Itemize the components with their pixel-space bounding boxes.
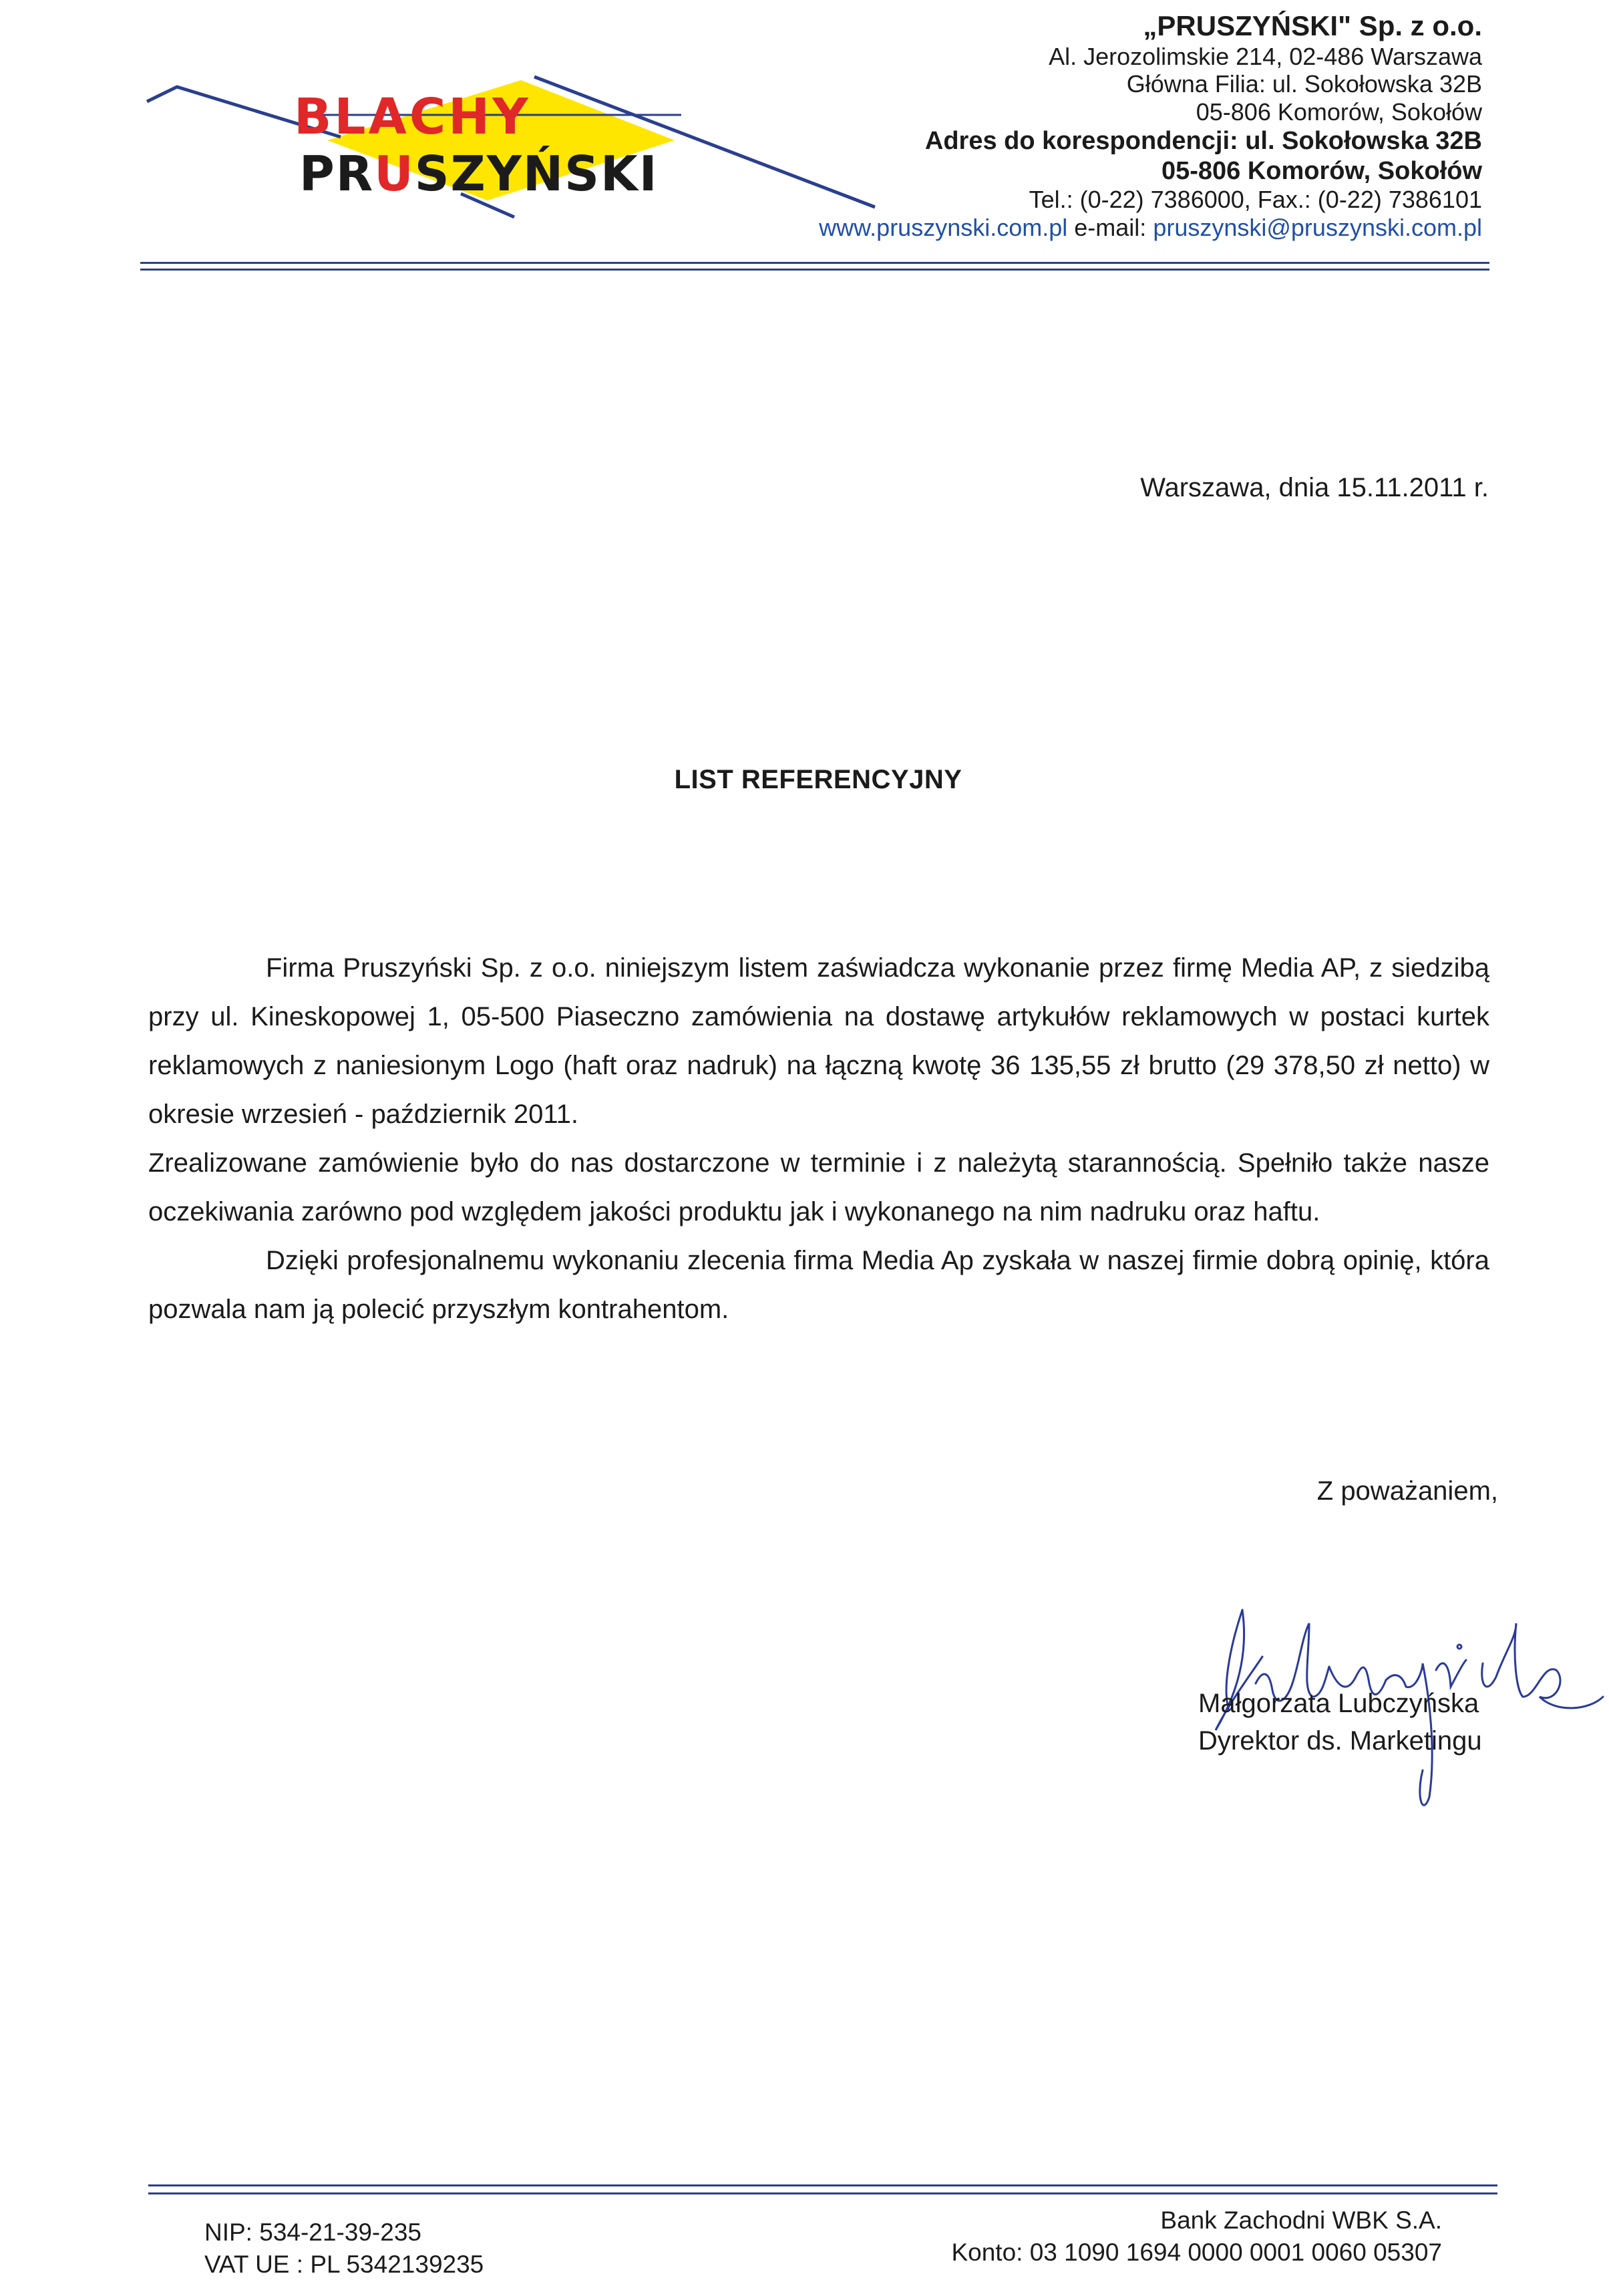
footer-rule-bottom bbox=[148, 2192, 1497, 2194]
paragraph-3: Dzięki profesjonalnemu wykonaniu zlecenia firma Media Ap zyskała w naszej firmie dobrą opinię, która pozwala nam ją polecić przyszłym kontrahentom. bbox=[148, 1246, 1489, 1324]
correspondence-line-2: 05-806 Komorów, Sokołów bbox=[1161, 156, 1482, 185]
vat-number: VAT UE : PL 5342139235 bbox=[204, 2251, 484, 2278]
website-link[interactable]: www.pruszynski.com.pl bbox=[819, 214, 1068, 242]
footer-tax-info bbox=[204, 2217, 484, 2281]
phone-fax: Tel.: (0-22) 7386000, Fax.: (0-22) 7386101 bbox=[1029, 186, 1482, 214]
address-line-1: Al. Jerozolimskie 214, 02-486 Warszawa bbox=[1049, 42, 1482, 70]
email-link[interactable]: pruszynski@pruszynski.com.pl bbox=[1153, 214, 1482, 242]
signer-name: Małgorzata Lubczyńska bbox=[1198, 1689, 1479, 1718]
logo-text-blachy: BLACHY bbox=[294, 88, 531, 146]
svg-text:PRUSZYŃSKI bbox=[299, 146, 659, 202]
footer-rule-top bbox=[148, 2184, 1497, 2186]
letter-date: Warszawa, dnia 15.11.2011 r. bbox=[1140, 473, 1489, 502]
web-contact-line bbox=[681, 214, 1482, 242]
address-line-2: Główna Filia: ul. Sokołowska 32B bbox=[1126, 70, 1482, 98]
letterhead-contact bbox=[681, 9, 1482, 242]
signer-role: Dyrektor ds. Marketingu bbox=[1198, 1726, 1482, 1756]
paragraph-2: Zrealizowane zamówienie było do nas dostarczone w terminie i z należytą starannością. Spełniło także nasze oczekiwania zarówno pod względem jakości produktu jak i wykonanego na nim nadruku oraz haftu. bbox=[148, 1148, 1489, 1226]
signer-block bbox=[1198, 1685, 1482, 1760]
nip-number: NIP: 534-21-39-235 bbox=[204, 2219, 421, 2246]
logo-text-pr: PR bbox=[299, 146, 375, 202]
header-rule-bottom bbox=[140, 269, 1489, 271]
email-label: e-mail: bbox=[1074, 214, 1147, 242]
address-line-3: 05-806 Komorów, Sokołów bbox=[1196, 98, 1482, 126]
paragraph-1: Firma Pruszyński Sp. z o.o. niniejszym listem zaświadcza wykonanie przez firmę Media AP, z siedzibą przy ul. Kineskopowej 1, 05-500 Piaseczno zamówienia na dostawę artykułów reklamowych w postaci kurtek reklamowych z naniesionym Logo (haft oraz nadruk) na łączną kwotę 36 135,55 zł brutto (29 378,50 zł netto) w okresie wrzesień - październik 2011. bbox=[148, 953, 1489, 1129]
correspondence-line-1: Adres do korespondencji: ul. Sokołowska 32B bbox=[924, 126, 1482, 155]
letter-body bbox=[148, 944, 1489, 1334]
bank-account: Konto: 03 1090 1694 0000 0001 0060 05307 bbox=[951, 2239, 1442, 2266]
letter-title: LIST REFERENCYJNY bbox=[674, 765, 962, 794]
bank-name: Bank Zachodni WBK S.A. bbox=[1160, 2206, 1442, 2234]
logo-text-u: U bbox=[374, 146, 415, 202]
header-rule-top bbox=[140, 262, 1489, 264]
company-name: „PRUSZYŃSKI" Sp. z o.o. bbox=[1143, 10, 1482, 41]
logo-text-szynski: SZYŃSKI bbox=[414, 146, 659, 202]
closing-phrase: Z poważaniem, bbox=[1316, 1476, 1498, 1506]
footer-bank-info bbox=[951, 2204, 1442, 2269]
